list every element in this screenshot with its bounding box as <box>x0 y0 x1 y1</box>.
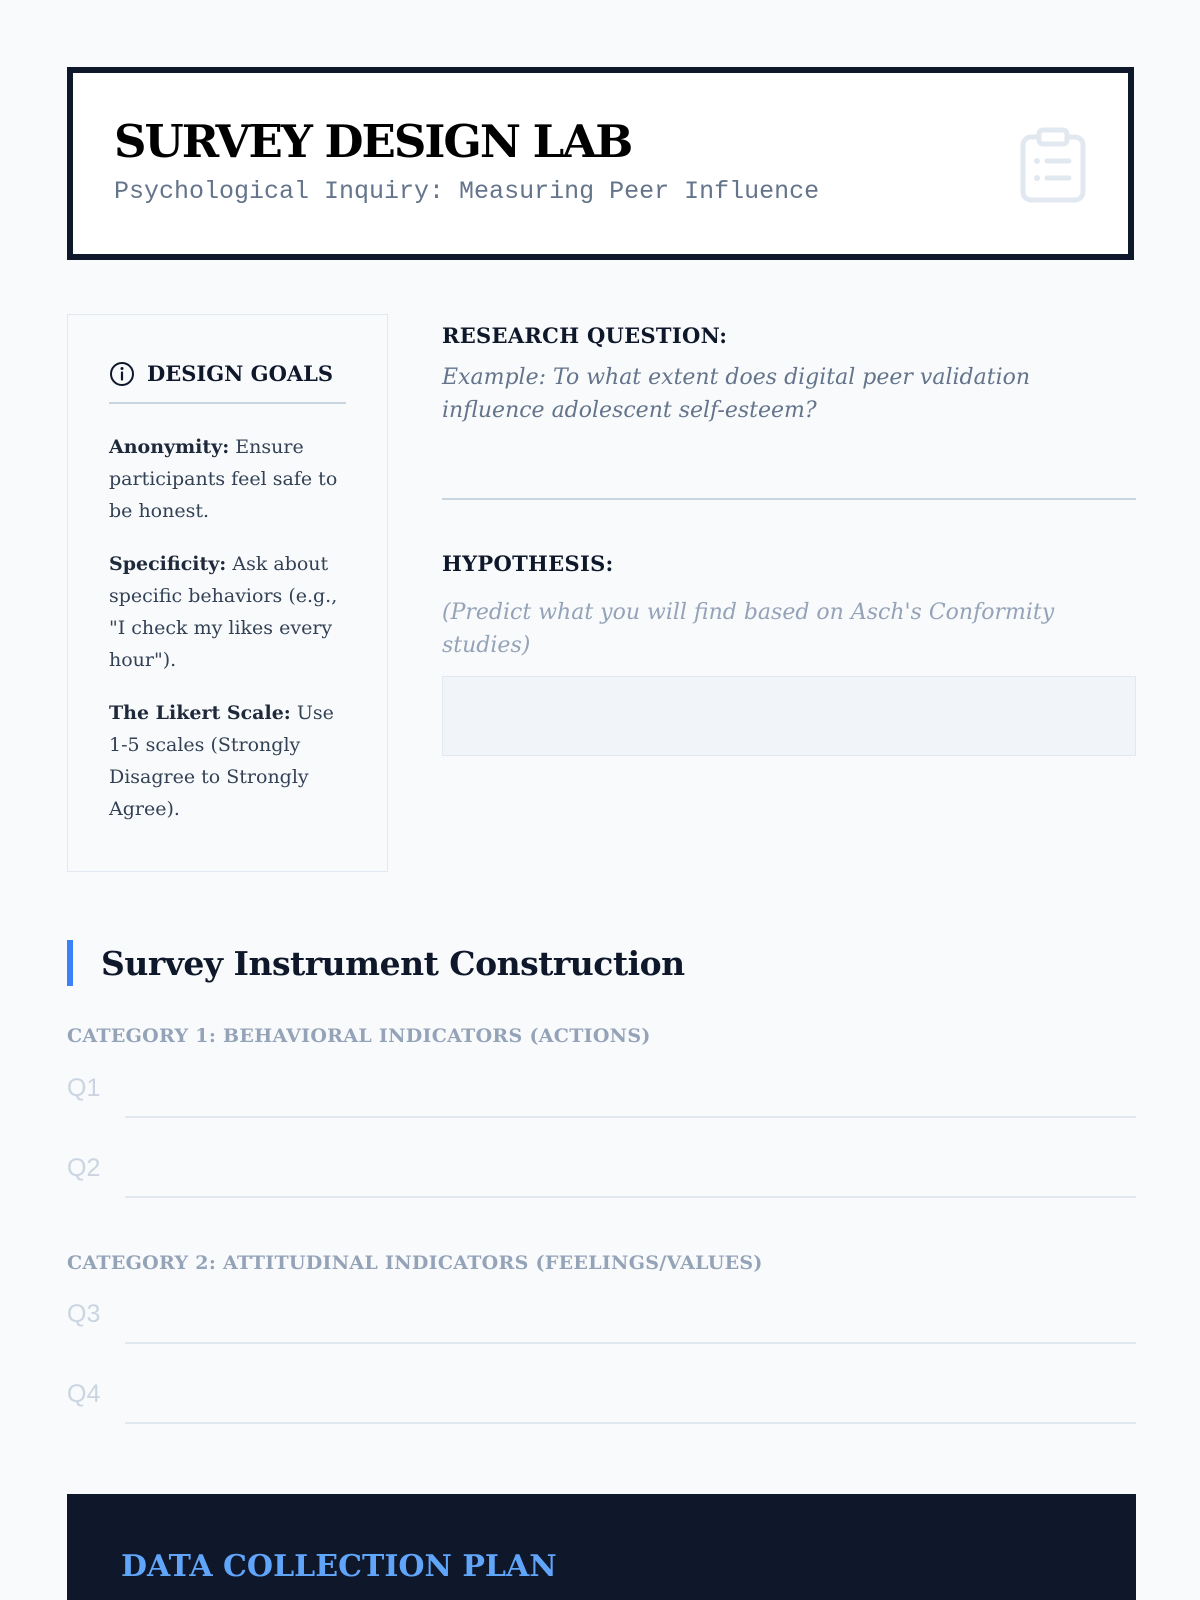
instrument-section-header <box>67 940 685 986</box>
research-question-label: RESEARCH QUESTION: <box>442 323 728 348</box>
hypothesis-label: HYPOTHESIS: <box>442 551 614 576</box>
design-goals-list <box>109 431 349 846</box>
question-answer-line[interactable] <box>125 1196 1136 1198</box>
question-answer-line[interactable] <box>125 1422 1136 1424</box>
goal-item <box>109 697 349 825</box>
info-circle-icon <box>109 361 135 387</box>
goal-item <box>109 431 349 527</box>
question-answer-line[interactable] <box>125 1342 1136 1344</box>
goal-item <box>109 548 349 676</box>
research-question-underline <box>442 498 1136 500</box>
question-row-q4[interactable] <box>67 1376 1136 1426</box>
header-card <box>67 67 1134 260</box>
goal-text: Ensure participants feel safe to be honest. <box>109 436 338 522</box>
research-question-input[interactable]: Example: To what extent does digital peer validation influence adolescent self-esteem? <box>442 365 1031 423</box>
data-collection-panel <box>67 1494 1136 1600</box>
page-title: SURVEY DESIGN LAB <box>114 115 632 168</box>
design-goals-title: DESIGN GOALS <box>147 361 334 386</box>
question-number: Q2 <box>67 1154 101 1182</box>
goal-text: Ask about specific behaviors (e.g., "I check my likes every hour"). <box>109 553 338 671</box>
section-accent-bar <box>67 940 73 986</box>
question-row-q1[interactable] <box>67 1070 1136 1120</box>
question-number: Q4 <box>67 1380 101 1408</box>
hypothesis-input[interactable] <box>442 676 1136 756</box>
design-goals-header <box>109 359 346 404</box>
page-subtitle: Psychological Inquiry: Measuring Peer Influence <box>114 177 820 206</box>
research-panel <box>442 314 1136 658</box>
goal-term: The Likert Scale: <box>109 702 291 724</box>
hypothesis-hint: (Predict what you will find based on Asch's Conformity studies) <box>442 600 1055 658</box>
question-row-q3[interactable] <box>67 1296 1136 1346</box>
instrument-section-title: Survey Instrument Construction <box>101 943 685 983</box>
design-goals-panel <box>67 314 388 872</box>
goal-term: Anonymity: <box>109 436 230 458</box>
question-answer-line[interactable] <box>125 1116 1136 1118</box>
question-row-q2[interactable] <box>67 1150 1136 1200</box>
goal-text: Use 1-5 scales (Strongly Disagree to Strongly Agree). <box>109 702 334 820</box>
question-number: Q1 <box>67 1074 101 1102</box>
clipboard-list-icon <box>1020 127 1086 203</box>
category-1-label: CATEGORY 1: BEHAVIORAL INDICATORS (ACTIONS) <box>67 1025 651 1047</box>
data-collection-title: DATA COLLECTION PLAN <box>121 1549 557 1584</box>
question-number: Q3 <box>67 1300 101 1328</box>
goal-term: Specificity: <box>109 553 227 575</box>
category-2-label: CATEGORY 2: ATTITUDINAL INDICATORS (FEELINGS/VALUES) <box>67 1252 763 1274</box>
